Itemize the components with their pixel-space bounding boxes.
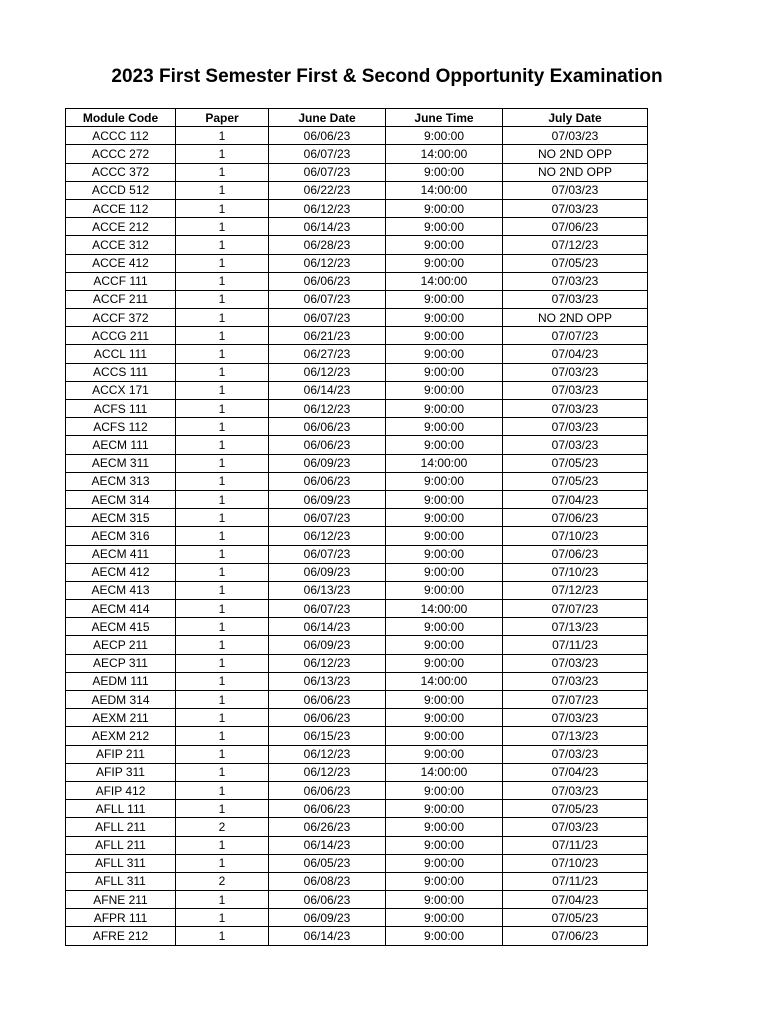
june-date-cell: 06/26/23 [269, 818, 386, 836]
july-date-cell: 07/03/23 [503, 290, 648, 308]
module-code-cell: AFIP 412 [66, 781, 176, 799]
paper-cell: 1 [176, 909, 269, 927]
header-module-code: Module Code [66, 109, 176, 127]
table-row [66, 618, 648, 636]
module-code-cell: AFLL 211 [66, 836, 176, 854]
paper-cell: 1 [176, 891, 269, 909]
june-time-cell: 9:00:00 [386, 872, 503, 890]
july-date-cell: 07/07/23 [503, 600, 648, 618]
paper-cell: 1 [176, 218, 269, 236]
june-time-cell: 9:00:00 [386, 854, 503, 872]
table-row [66, 927, 648, 945]
module-code-cell: AFLL 111 [66, 800, 176, 818]
june-date-cell: 06/08/23 [269, 872, 386, 890]
paper-cell: 1 [176, 654, 269, 672]
june-date-cell: 06/06/23 [269, 127, 386, 145]
module-code-cell: AFIP 211 [66, 745, 176, 763]
paper-cell: 1 [176, 927, 269, 945]
module-code-cell: AFRE 212 [66, 927, 176, 945]
june-date-cell: 06/06/23 [269, 436, 386, 454]
june-time-cell: 9:00:00 [386, 290, 503, 308]
module-code-cell: AECM 411 [66, 545, 176, 563]
paper-cell: 1 [176, 836, 269, 854]
table-row [66, 672, 648, 690]
june-date-cell: 06/07/23 [269, 509, 386, 527]
paper-cell: 1 [176, 127, 269, 145]
table-row [66, 181, 648, 199]
module-code-cell: ACCE 212 [66, 218, 176, 236]
july-date-cell: NO 2ND OPP [503, 309, 648, 327]
paper-cell: 1 [176, 581, 269, 599]
paper-cell: 1 [176, 254, 269, 272]
module-code-cell: ACCS 111 [66, 363, 176, 381]
june-time-cell: 9:00:00 [386, 709, 503, 727]
june-time-cell: 14:00:00 [386, 272, 503, 290]
june-time-cell: 9:00:00 [386, 127, 503, 145]
table-row [66, 218, 648, 236]
table-row [66, 891, 648, 909]
july-date-cell: 07/03/23 [503, 181, 648, 199]
june-time-cell: 14:00:00 [386, 181, 503, 199]
module-code-cell: AECM 415 [66, 618, 176, 636]
module-code-cell: ACCL 111 [66, 345, 176, 363]
june-time-cell: 9:00:00 [386, 345, 503, 363]
july-date-cell: 07/04/23 [503, 891, 648, 909]
july-date-cell: NO 2ND OPP [503, 145, 648, 163]
june-time-cell: 9:00:00 [386, 654, 503, 672]
june-time-cell: 9:00:00 [386, 236, 503, 254]
july-date-cell: 07/05/23 [503, 454, 648, 472]
paper-cell: 1 [176, 618, 269, 636]
june-time-cell: 14:00:00 [386, 454, 503, 472]
module-code-cell: AFLL 311 [66, 854, 176, 872]
july-date-cell: 07/03/23 [503, 272, 648, 290]
june-time-cell: 9:00:00 [386, 781, 503, 799]
june-time-cell: 9:00:00 [386, 818, 503, 836]
june-date-cell: 06/06/23 [269, 472, 386, 490]
june-date-cell: 06/09/23 [269, 454, 386, 472]
june-date-cell: 06/09/23 [269, 636, 386, 654]
july-date-cell: 07/06/23 [503, 218, 648, 236]
july-date-cell: 07/05/23 [503, 472, 648, 490]
june-date-cell: 06/12/23 [269, 654, 386, 672]
paper-cell: 1 [176, 563, 269, 581]
june-date-cell: 06/21/23 [269, 327, 386, 345]
june-time-cell: 9:00:00 [386, 309, 503, 327]
july-date-cell: 07/03/23 [503, 127, 648, 145]
july-date-cell: 07/10/23 [503, 527, 648, 545]
july-date-cell: 07/11/23 [503, 836, 648, 854]
july-date-cell: 07/03/23 [503, 199, 648, 217]
july-date-cell: 07/06/23 [503, 545, 648, 563]
table-row [66, 163, 648, 181]
module-code-cell: AEDM 111 [66, 672, 176, 690]
july-date-cell: 07/04/23 [503, 763, 648, 781]
header-june-date: June Date [269, 109, 386, 127]
page-title: 2023 First Semester First & Second Opportunity Examination [111, 66, 663, 87]
paper-cell: 1 [176, 691, 269, 709]
june-date-cell: 06/28/23 [269, 236, 386, 254]
paper-cell: 2 [176, 872, 269, 890]
june-time-cell: 9:00:00 [386, 927, 503, 945]
july-date-cell: 07/03/23 [503, 363, 648, 381]
june-date-cell: 06/14/23 [269, 618, 386, 636]
paper-cell: 1 [176, 163, 269, 181]
paper-cell: 1 [176, 400, 269, 418]
june-time-cell: 9:00:00 [386, 436, 503, 454]
paper-cell: 1 [176, 509, 269, 527]
june-date-cell: 06/12/23 [269, 199, 386, 217]
june-time-cell: 9:00:00 [386, 381, 503, 399]
june-date-cell: 06/12/23 [269, 527, 386, 545]
table-header [66, 109, 648, 127]
paper-cell: 1 [176, 327, 269, 345]
module-code-cell: AFLL 211 [66, 818, 176, 836]
june-date-cell: 06/06/23 [269, 800, 386, 818]
module-code-cell: ACCC 372 [66, 163, 176, 181]
june-date-cell: 06/07/23 [269, 309, 386, 327]
module-code-cell: AFIP 311 [66, 763, 176, 781]
table-row [66, 490, 648, 508]
paper-cell: 1 [176, 345, 269, 363]
july-date-cell: 07/10/23 [503, 563, 648, 581]
june-time-cell: 9:00:00 [386, 800, 503, 818]
june-time-cell: 14:00:00 [386, 145, 503, 163]
paper-cell: 1 [176, 636, 269, 654]
july-date-cell: 07/03/23 [503, 654, 648, 672]
june-date-cell: 06/05/23 [269, 854, 386, 872]
july-date-cell: 07/12/23 [503, 236, 648, 254]
module-code-cell: AECM 314 [66, 490, 176, 508]
module-code-cell: AECM 414 [66, 600, 176, 618]
module-code-cell: ACCF 372 [66, 309, 176, 327]
july-date-cell: 07/03/23 [503, 381, 648, 399]
table-row [66, 563, 648, 581]
july-date-cell: 07/03/23 [503, 672, 648, 690]
module-code-cell: AECM 413 [66, 581, 176, 599]
table-row [66, 363, 648, 381]
table-body [66, 127, 648, 945]
table-row [66, 581, 648, 599]
module-code-cell: ACFS 112 [66, 418, 176, 436]
june-time-cell: 9:00:00 [386, 490, 503, 508]
june-time-cell: 9:00:00 [386, 836, 503, 854]
june-date-cell: 06/12/23 [269, 745, 386, 763]
june-time-cell: 14:00:00 [386, 600, 503, 618]
table-row [66, 654, 648, 672]
table-row [66, 418, 648, 436]
june-time-cell: 9:00:00 [386, 363, 503, 381]
june-date-cell: 06/06/23 [269, 691, 386, 709]
table-row [66, 727, 648, 745]
table-row [66, 309, 648, 327]
module-code-cell: ACCX 171 [66, 381, 176, 399]
june-date-cell: 06/14/23 [269, 927, 386, 945]
paper-cell: 1 [176, 490, 269, 508]
module-code-cell: AECM 316 [66, 527, 176, 545]
paper-cell: 1 [176, 709, 269, 727]
table-row [66, 254, 648, 272]
header-june-time: June Time [386, 109, 503, 127]
module-code-cell: AEDM 314 [66, 691, 176, 709]
june-time-cell: 14:00:00 [386, 763, 503, 781]
paper-cell: 1 [176, 236, 269, 254]
june-time-cell: 9:00:00 [386, 327, 503, 345]
paper-cell: 1 [176, 454, 269, 472]
module-code-cell: AECM 111 [66, 436, 176, 454]
paper-cell: 1 [176, 199, 269, 217]
table-row [66, 145, 648, 163]
module-code-cell: AECM 315 [66, 509, 176, 527]
table-row [66, 691, 648, 709]
june-time-cell: 9:00:00 [386, 563, 503, 581]
paper-cell: 1 [176, 145, 269, 163]
june-date-cell: 06/14/23 [269, 381, 386, 399]
june-date-cell: 06/14/23 [269, 218, 386, 236]
table-row [66, 472, 648, 490]
table-row [66, 381, 648, 399]
module-code-cell: AECP 311 [66, 654, 176, 672]
june-time-cell: 9:00:00 [386, 909, 503, 927]
june-time-cell: 14:00:00 [386, 672, 503, 690]
table-row [66, 327, 648, 345]
july-date-cell: 07/03/23 [503, 418, 648, 436]
table-row [66, 127, 648, 145]
july-date-cell: 07/03/23 [503, 400, 648, 418]
june-date-cell: 06/15/23 [269, 727, 386, 745]
paper-cell: 1 [176, 781, 269, 799]
table-row [66, 600, 648, 618]
table-row [66, 818, 648, 836]
header-july-date: July Date [503, 109, 648, 127]
module-code-cell: AFLL 311 [66, 872, 176, 890]
paper-cell: 1 [176, 309, 269, 327]
paper-cell: 1 [176, 745, 269, 763]
module-code-cell: AFNE 211 [66, 891, 176, 909]
paper-cell: 1 [176, 600, 269, 618]
table-row [66, 290, 648, 308]
table-row [66, 781, 648, 799]
paper-cell: 1 [176, 363, 269, 381]
module-code-cell: ACCC 112 [66, 127, 176, 145]
module-code-cell: ACCE 112 [66, 199, 176, 217]
table-row [66, 709, 648, 727]
table-row [66, 454, 648, 472]
june-date-cell: 06/07/23 [269, 545, 386, 563]
july-date-cell: 07/13/23 [503, 727, 648, 745]
june-date-cell: 06/07/23 [269, 145, 386, 163]
july-date-cell: 07/07/23 [503, 327, 648, 345]
table-row [66, 272, 648, 290]
june-date-cell: 06/22/23 [269, 181, 386, 199]
module-code-cell: ACCE 312 [66, 236, 176, 254]
june-date-cell: 06/12/23 [269, 363, 386, 381]
june-date-cell: 06/13/23 [269, 581, 386, 599]
june-time-cell: 9:00:00 [386, 727, 503, 745]
june-date-cell: 06/09/23 [269, 909, 386, 927]
table-row [66, 909, 648, 927]
paper-cell: 1 [176, 472, 269, 490]
table-row [66, 400, 648, 418]
header-row [66, 109, 648, 127]
table-row [66, 345, 648, 363]
paper-cell: 1 [176, 290, 269, 308]
module-code-cell: AECM 313 [66, 472, 176, 490]
table-row [66, 745, 648, 763]
june-time-cell: 9:00:00 [386, 545, 503, 563]
july-date-cell: 07/12/23 [503, 581, 648, 599]
module-code-cell: AEXM 211 [66, 709, 176, 727]
table-row [66, 872, 648, 890]
header-paper: Paper [176, 109, 269, 127]
paper-cell: 1 [176, 527, 269, 545]
paper-cell: 1 [176, 727, 269, 745]
table-row [66, 509, 648, 527]
module-code-cell: ACCF 211 [66, 290, 176, 308]
june-time-cell: 9:00:00 [386, 745, 503, 763]
june-time-cell: 9:00:00 [386, 472, 503, 490]
june-date-cell: 06/09/23 [269, 490, 386, 508]
paper-cell: 1 [176, 381, 269, 399]
module-code-cell: AECM 311 [66, 454, 176, 472]
table-row [66, 436, 648, 454]
paper-cell: 1 [176, 763, 269, 781]
june-time-cell: 9:00:00 [386, 400, 503, 418]
table-row [66, 763, 648, 781]
june-date-cell: 06/06/23 [269, 891, 386, 909]
june-date-cell: 06/12/23 [269, 763, 386, 781]
june-date-cell: 06/27/23 [269, 345, 386, 363]
module-code-cell: ACCF 111 [66, 272, 176, 290]
table-row [66, 527, 648, 545]
june-date-cell: 06/12/23 [269, 400, 386, 418]
module-code-cell: ACCE 412 [66, 254, 176, 272]
module-code-cell: ACCD 512 [66, 181, 176, 199]
table-row [66, 854, 648, 872]
july-date-cell: 07/03/23 [503, 781, 648, 799]
june-time-cell: 9:00:00 [386, 199, 503, 217]
june-time-cell: 9:00:00 [386, 218, 503, 236]
exam-schedule-table [65, 108, 648, 946]
july-date-cell: 07/05/23 [503, 909, 648, 927]
paper-cell: 1 [176, 436, 269, 454]
june-time-cell: 9:00:00 [386, 581, 503, 599]
paper-cell: 1 [176, 418, 269, 436]
july-date-cell: 07/06/23 [503, 509, 648, 527]
june-date-cell: 06/06/23 [269, 781, 386, 799]
june-time-cell: 9:00:00 [386, 163, 503, 181]
june-date-cell: 06/14/23 [269, 836, 386, 854]
paper-cell: 1 [176, 181, 269, 199]
july-date-cell: 07/10/23 [503, 854, 648, 872]
module-code-cell: ACFS 111 [66, 400, 176, 418]
june-date-cell: 06/07/23 [269, 163, 386, 181]
module-code-cell: ACCC 272 [66, 145, 176, 163]
june-date-cell: 06/09/23 [269, 563, 386, 581]
module-code-cell: AEXM 212 [66, 727, 176, 745]
june-date-cell: 06/06/23 [269, 418, 386, 436]
june-date-cell: 06/07/23 [269, 600, 386, 618]
june-time-cell: 9:00:00 [386, 891, 503, 909]
july-date-cell: 07/04/23 [503, 345, 648, 363]
july-date-cell: 07/03/23 [503, 436, 648, 454]
paper-cell: 1 [176, 672, 269, 690]
paper-cell: 2 [176, 818, 269, 836]
june-date-cell: 06/12/23 [269, 254, 386, 272]
july-date-cell: 07/03/23 [503, 745, 648, 763]
paper-cell: 1 [176, 800, 269, 818]
july-date-cell: 07/11/23 [503, 872, 648, 890]
june-time-cell: 9:00:00 [386, 691, 503, 709]
july-date-cell: 07/11/23 [503, 636, 648, 654]
table-row [66, 636, 648, 654]
module-code-cell: AECM 412 [66, 563, 176, 581]
july-date-cell: 07/04/23 [503, 490, 648, 508]
table-row [66, 199, 648, 217]
july-date-cell: NO 2ND OPP [503, 163, 648, 181]
june-time-cell: 9:00:00 [386, 636, 503, 654]
paper-cell: 1 [176, 272, 269, 290]
july-date-cell: 07/05/23 [503, 254, 648, 272]
june-time-cell: 9:00:00 [386, 418, 503, 436]
june-time-cell: 9:00:00 [386, 527, 503, 545]
paper-cell: 1 [176, 854, 269, 872]
july-date-cell: 07/05/23 [503, 800, 648, 818]
table-row [66, 545, 648, 563]
module-code-cell: AECP 211 [66, 636, 176, 654]
table-row [66, 236, 648, 254]
june-time-cell: 9:00:00 [386, 509, 503, 527]
july-date-cell: 07/03/23 [503, 709, 648, 727]
june-date-cell: 06/07/23 [269, 290, 386, 308]
table-row [66, 800, 648, 818]
july-date-cell: 07/13/23 [503, 618, 648, 636]
june-date-cell: 06/06/23 [269, 709, 386, 727]
july-date-cell: 07/03/23 [503, 818, 648, 836]
june-time-cell: 9:00:00 [386, 618, 503, 636]
module-code-cell: ACCG 211 [66, 327, 176, 345]
june-date-cell: 06/06/23 [269, 272, 386, 290]
july-date-cell: 07/07/23 [503, 691, 648, 709]
july-date-cell: 07/06/23 [503, 927, 648, 945]
june-date-cell: 06/13/23 [269, 672, 386, 690]
june-time-cell: 9:00:00 [386, 254, 503, 272]
table-row [66, 836, 648, 854]
paper-cell: 1 [176, 545, 269, 563]
module-code-cell: AFPR 111 [66, 909, 176, 927]
